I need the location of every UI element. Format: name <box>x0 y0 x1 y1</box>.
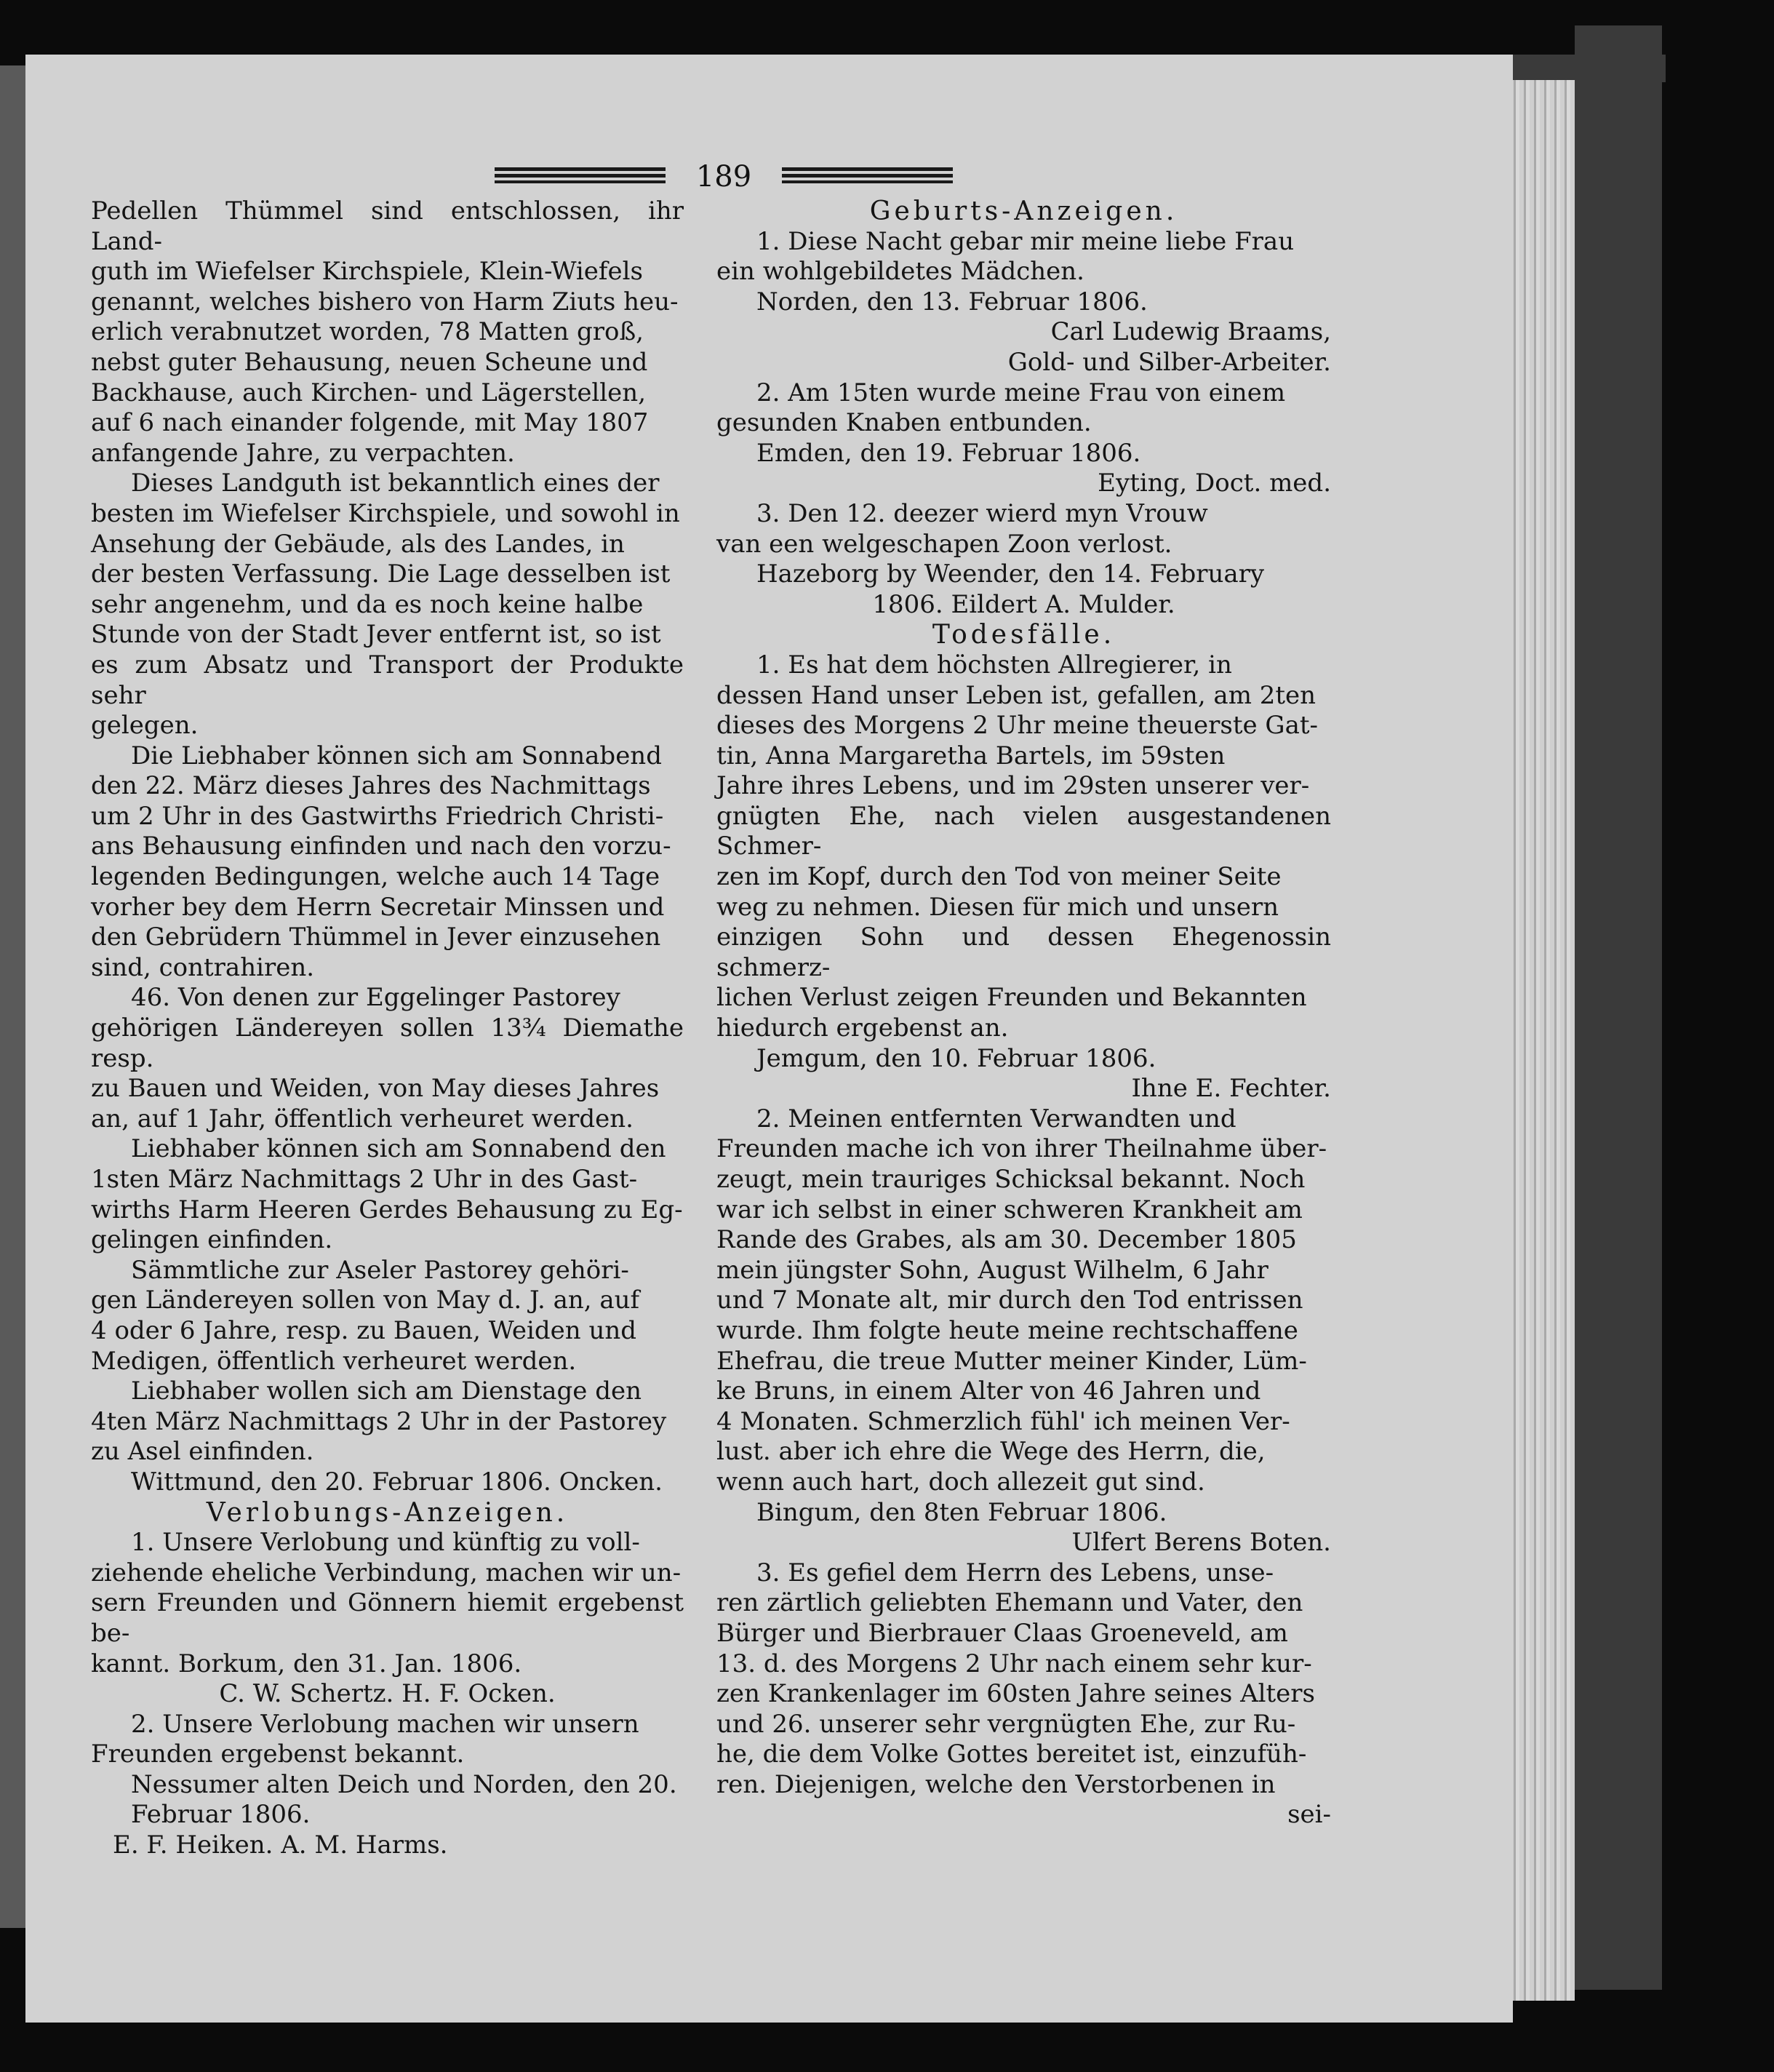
text-line: 1sten März Nachmittags 2 Uhr in des Gast- <box>91 1165 638 1194</box>
signature-line: Carl Ludewig Braams, <box>1050 317 1331 347</box>
text-line: auf 6 nach einander folgende, mit May 1807 <box>91 408 649 438</box>
text-line: Liebhaber können sich am Sonnabend den <box>131 1134 666 1164</box>
text-line: Freunden mache ich von ihrer Theilnahme über- <box>716 1134 1327 1164</box>
text-line: Die Liebhaber können sich am Sonnabend <box>131 741 662 770</box>
text-line: Ehefrau, die treue Mutter meiner Kinder, Lüm- <box>716 1346 1307 1376</box>
text-line: kannt. Borkum, den 31. Jan. 1806. <box>91 1649 522 1678</box>
text-line: Stunde von der Stadt Jever entfernt ist, so ist <box>91 620 661 650</box>
text-line: wenn auch hart, doch allezeit gut sind. <box>716 1467 1205 1497</box>
text-line: Jemgum, den 10. Februar 1806. <box>756 1043 1156 1073</box>
page-header <box>495 160 953 194</box>
signature-line: E. F. Heiken. A. M. Harms. <box>113 1830 448 1860</box>
signature-line: Ihne E. Fechter. <box>1131 1074 1331 1104</box>
text-line: Norden, den 13. Februar 1806. <box>756 287 1148 316</box>
text-line: Ansehung der Gebäude, als des Landes, in <box>91 529 625 559</box>
text-line: Wittmund, den 20. Februar 1806. Oncken. <box>131 1467 663 1497</box>
page-block-edges <box>1509 80 1575 2001</box>
text-line: zu Bauen und Weiden, von May dieses Jahres <box>91 1074 660 1104</box>
text-line: ren zärtlich geliebten Ehemann und Vater, den <box>716 1588 1303 1618</box>
text-line: Rande des Grabes, als am 30. December 1805 <box>716 1225 1297 1255</box>
left-column <box>91 196 684 1861</box>
text-line: Pedellen Thümmel sind entschlossen, ihr Land- <box>91 196 684 256</box>
text-line: Bürger und Bierbrauer Claas Groeneveld, am <box>716 1618 1288 1648</box>
signature-line: 1806. Eildert A. Mulder. <box>872 589 1175 619</box>
text-line: hiedurch ergebenst an. <box>716 1013 1009 1043</box>
text-line: ein wohlgebildetes Mädchen. <box>716 257 1084 287</box>
text-line: einzigen Sohn und dessen Ehegenossin schmerz- <box>716 923 1331 982</box>
text-line: wirths Harm Heeren Gerdes Behausung zu Eg- <box>91 1195 683 1224</box>
text-line: wurde. Ihm folgte heute meine rechtschaffene <box>716 1315 1298 1345</box>
text-line: es zum Absatz und Transport der Produkte sehr <box>91 650 684 710</box>
text-line: gehörigen Ländereyen sollen 13¾ Diemathe resp. <box>91 1013 684 1073</box>
section-heading: Verlobungs-Anzeigen. <box>206 1497 569 1528</box>
right-column <box>716 196 1331 1830</box>
text-line: he, die dem Volke Gottes bereitet ist, einzufüh- <box>716 1740 1307 1769</box>
text-line: 4ten März Nachmittags 2 Uhr in der Pastorey <box>91 1406 667 1436</box>
text-line: ziehende eheliche Verbindung, machen wir un- <box>91 1558 682 1587</box>
header-rule-right <box>782 167 953 183</box>
text-line: 2. Am 15ten wurde meine Frau von einem <box>756 378 1286 407</box>
text-line: erlich verabnutzet worden, 78 Matten groß, <box>91 317 644 347</box>
text-line: Hazeborg by Weender, den 14. February <box>756 559 1265 589</box>
text-line: Liebhaber wollen sich am Dienstage den <box>131 1376 642 1406</box>
text-line: tin, Anna Margaretha Bartels, im 59sten <box>716 741 1226 770</box>
signature-line: C. W. Schertz. H. F. Ocken. <box>219 1679 556 1709</box>
page-number: 189 <box>695 160 752 194</box>
text-line: zen im Kopf, durch den Tod von meiner Seite <box>716 862 1282 892</box>
previous-page-edge <box>0 65 29 1928</box>
text-line: gen Ländereyen sollen von May d. J. an, auf <box>91 1286 640 1315</box>
text-line: zu Asel einfinden. <box>91 1437 314 1467</box>
text-line: Freunden ergebenst bekannt. <box>91 1740 465 1769</box>
text-line: Emden, den 19. Februar 1806. <box>756 438 1141 468</box>
text-line: anfangende Jahre, zu verpachten. <box>91 438 515 468</box>
text-line: 1. Unsere Verlobung und künftig zu voll- <box>131 1528 640 1558</box>
text-line: um 2 Uhr in des Gastwirths Friedrich Christi- <box>91 801 664 831</box>
signature-line: Gold- und Silber-Arbeiter. <box>1007 347 1331 377</box>
signature-line: Ulfert Berens Boten. <box>1071 1528 1331 1558</box>
text-line: Februar 1806. <box>131 1800 311 1830</box>
text-line: 13. d. des Morgens 2 Uhr nach einem sehr kur- <box>716 1649 1312 1678</box>
text-line: Jahre ihres Lebens, und im 29sten unserer ver- <box>716 771 1310 801</box>
text-line: Medigen, öffentlich verheuret werden. <box>91 1346 577 1376</box>
text-line: lichen Verlust zeigen Freunden und Bekannten <box>716 983 1307 1013</box>
text-line: zen Krankenlager im 60sten Jahre seines Alters <box>716 1679 1316 1709</box>
book-cover-edge <box>1575 25 1662 1990</box>
text-line: zeugt, mein trauriges Schicksal bekannt. Noch <box>716 1165 1306 1194</box>
text-line: dessen Hand unser Leben ist, gefallen, am 2ten <box>716 680 1316 710</box>
text-line: sehr angenehm, und da es noch keine halbe <box>91 589 644 619</box>
text-line: lust. aber ich ehre die Wege des Herrn, die, <box>716 1437 1266 1467</box>
text-line: ke Bruns, in einem Alter von 46 Jahren und <box>716 1376 1261 1406</box>
text-line: an, auf 1 Jahr, öffentlich verheuret werden. <box>91 1104 634 1133</box>
text-line: legenden Bedingungen, welche auch 14 Tage <box>91 862 660 892</box>
text-line: Backhause, auch Kirchen- und Lägerstellen, <box>91 378 647 407</box>
text-line: war ich selbst in einer schweren Krankheit am <box>716 1195 1303 1224</box>
text-line: Dieses Landguth ist bekanntlich eines der <box>131 469 660 498</box>
text-line: 4 Monaten. Schmerzlich fühl' ich meinen Ver- <box>716 1406 1290 1436</box>
text-line: sern Freunden und Gönnern hiemit ergebenst be- <box>91 1588 684 1648</box>
text-line: ans Behausung einfinden und nach den vorzu- <box>91 832 671 861</box>
text-line: 1. Es hat dem höchsten Allregierer, in <box>756 650 1232 680</box>
text-line: nebst guter Behausung, neuen Scheune und <box>91 347 648 377</box>
text-line: Bingum, den 8ten Februar 1806. <box>756 1497 1167 1527</box>
catchword: sei- <box>1287 1800 1331 1830</box>
section-heading: Todesfälle. <box>932 620 1116 650</box>
text-line: 2. Unsere Verlobung machen wir unsern <box>131 1709 639 1739</box>
text-line: van een welgeschapen Zoon verlost. <box>716 529 1172 559</box>
text-line: gnügten Ehe, nach vielen ausgestandenen Schmer- <box>716 801 1331 861</box>
text-line: gesunden Knaben entbunden. <box>716 408 1092 438</box>
text-line: dieses des Morgens 2 Uhr meine theuerste Gat- <box>716 711 1318 741</box>
text-line: 3. Den 12. deezer wierd myn Vrouw <box>756 498 1208 528</box>
text-line: Nessumer alten Deich und Norden, den 20. <box>131 1769 677 1799</box>
text-line: sind, contrahiren. <box>91 952 315 982</box>
text-line: den 22. März dieses Jahres des Nachmittags <box>91 771 651 801</box>
text-line: ren. Diejenigen, welche den Verstorbenen in <box>716 1769 1276 1799</box>
text-line: 3. Es gefiel dem Herrn des Lebens, unse- <box>756 1558 1274 1587</box>
text-line: 1. Diese Nacht gebar mir meine liebe Frau <box>756 226 1295 256</box>
text-line: und 26. unserer sehr vergnügten Ehe, zur Ru- <box>716 1709 1296 1739</box>
text-line: und 7 Monate alt, mir durch den Tod entrissen <box>716 1286 1303 1315</box>
text-line: besten im Wiefelser Kirchspiele, und sowohl in <box>91 498 680 528</box>
text-line: mein jüngster Sohn, August Wilhelm, 6 Jahr <box>716 1255 1268 1285</box>
text-line: der besten Verfassung. Die Lage desselben ist <box>91 559 671 589</box>
text-line: guth im Wiefelser Kirchspiele, Klein-Wiefels <box>91 257 643 287</box>
text-line: gelegen. <box>91 711 199 741</box>
text-line: weg zu nehmen. Diesen für mich und unsern <box>716 892 1279 922</box>
text-line: Sämmtliche zur Aseler Pastorey gehöri- <box>131 1255 629 1285</box>
text-line: den Gebrüdern Thümmel in Jever einzusehen <box>91 923 661 952</box>
text-line: gelingen einfinden. <box>91 1225 333 1255</box>
text-line: 4 oder 6 Jahre, resp. zu Bauen, Weiden und <box>91 1315 637 1345</box>
text-line: vorher bey dem Herrn Secretair Minssen und <box>91 892 665 922</box>
text-line: 46. Von denen zur Eggelinger Pastorey <box>131 983 620 1013</box>
text-line: 2. Meinen entfernten Verwandten und <box>756 1104 1236 1133</box>
signature-line: Eyting, Doct. med. <box>1098 469 1331 498</box>
section-heading: Geburts-Anzeigen. <box>869 196 1178 226</box>
text-line: genannt, welches bishero von Harm Ziuts heu- <box>91 287 679 316</box>
